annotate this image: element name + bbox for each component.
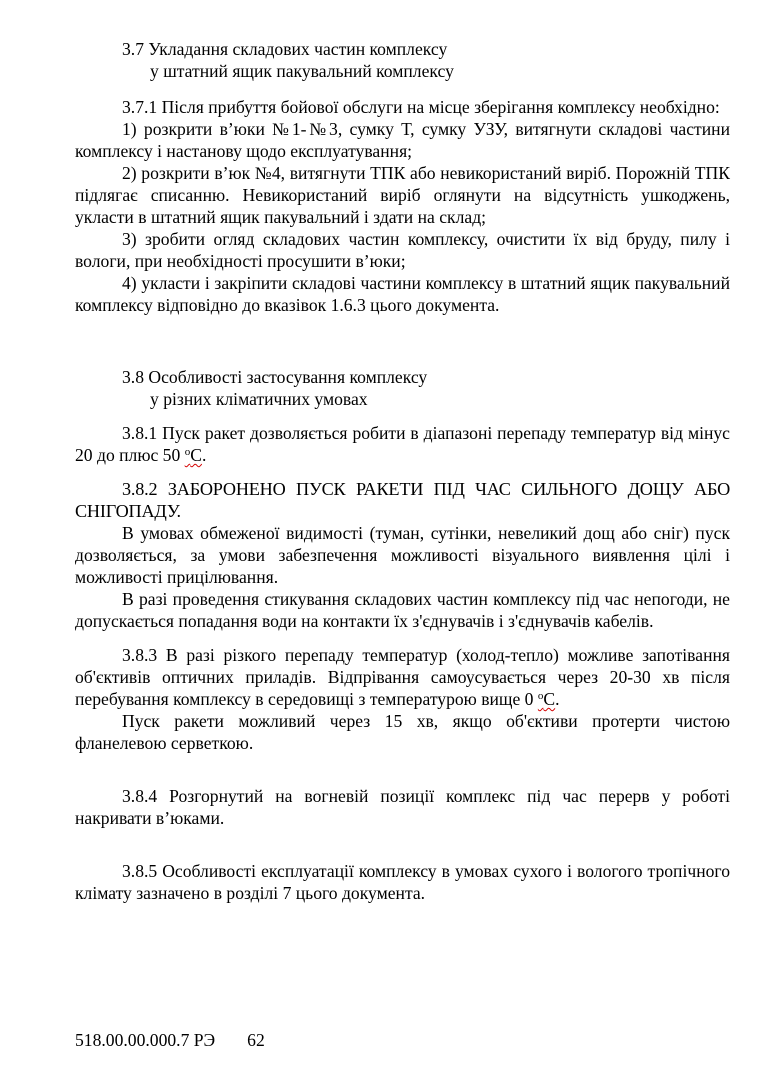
- celsius-letter: С: [543, 689, 556, 709]
- page-number: 62: [247, 1030, 265, 1050]
- paragraph-3-8-1: [75, 422, 730, 466]
- paragraph-3-8-1-text: 3.8.1 Пуск ракет дозволяється робити в діапазоні перепаду температур від мінус 20 до плюс 50: [75, 423, 730, 465]
- degree-sign: о: [184, 446, 191, 458]
- document-code: 518.00.00.000.7 РЭ: [75, 1030, 216, 1050]
- section-3-7-heading-line1: 3.7 Укладання складових частин комплексу: [122, 39, 448, 59]
- paragraph-3-8-2-docking: В разі проведення стикування складових частин комплексу під час непогоди, не допускається попадання води на контакти їх з'єднувачів і з'єднувачів кабелів.: [75, 589, 730, 631]
- section-3-8-heading-line1: 3.8 Особливості застосування комплексу: [122, 367, 428, 387]
- section-3-8-heading: [75, 366, 730, 410]
- paragraph-3-8-4: 3.8.4 Розгорнутий на вогневій позиції комплекс під час перерв у роботі накривати в’юками.: [75, 786, 730, 828]
- list-item-3-7-1-2: 2) розкрити в’юк №4, витягнути ТПК або невикористаний виріб. Порожній ТПК підлягає списанню. Невикористаний виріб оглянути на відсутність ушкоджень, укласти в штатний ящик пакувальний і здати на склад;: [75, 163, 730, 227]
- paragraph-3-8-2-warning: 3.8.2 ЗАБОРОНЕНО ПУСК РАКЕТИ ПІД ЧАС СИЛЬНОГО ДОЩУ АБО СНІГОПАДУ.: [75, 479, 730, 521]
- paragraph-3-7-1: 3.7.1 Після прибуття бойової обслуги на місце зберігання комплексу необхідно:: [122, 97, 720, 117]
- document-page: [75, 38, 730, 904]
- list-item-3-7-1-1: 1) розкрити в’юки №1-№3, сумку Т, сумку УЗУ, витягнути складові частини комплексу і настанову щодо експлуатування;: [75, 119, 730, 161]
- section-3-7-heading: [75, 38, 730, 82]
- paragraph-3-8-3-end: .: [555, 689, 560, 709]
- celsius-letter: С: [190, 445, 202, 465]
- paragraph-3-8-1-end: .: [201, 445, 207, 465]
- paragraph-3-8-3-launch: Пуск ракети можливий через 15 хв, якщо об'єктиви протерти чистою фланелевою серветкою.: [75, 711, 730, 753]
- degree-sign: о: [537, 690, 544, 702]
- list-item-3-7-1-4: 4) укласти і закріпити складові частини комплексу в штатний ящик пакувальний комплексу відповідно до вказівок 1.6.3 цього документа.: [75, 273, 730, 315]
- paragraph-3-8-3: [75, 644, 730, 710]
- section-3-7-heading-line2: у штатний ящик пакувальний комплексу: [150, 61, 454, 81]
- paragraph-3-8-3-text: 3.8.3 В разі різкого перепаду температур (холод-тепло) можливе запотівання об'єктивів оптичних приладів. Відпрівання самоусувається через 20-30 хв після перебування комплексу в середовищі з температурою вище 0: [75, 645, 730, 709]
- paragraph-3-8-5: 3.8.5 Особливості експлуатації комплексу в умовах сухого і вологого тропічного клімату зазначено в розділі 7 цього документа.: [75, 861, 730, 903]
- temperature-unit: [185, 445, 202, 465]
- paragraph-3-8-2-visibility: В умовах обмеженої видимості (туман, сутінки, невеликий дощ або сніг) пуск дозволяється, за умови забезпечення можливості візуального виявлення цілі і можливості прицілювання.: [75, 523, 730, 587]
- page-footer: [75, 1029, 265, 1051]
- list-item-3-7-1-3: 3) зробити огляд складових частин комплексу, очистити їх від бруду, пилу і вологи, при необхідності просушити в’юки;: [75, 229, 730, 271]
- temperature-unit: [538, 689, 555, 709]
- section-3-8-heading-line2: у різних кліматичних умовах: [150, 389, 368, 409]
